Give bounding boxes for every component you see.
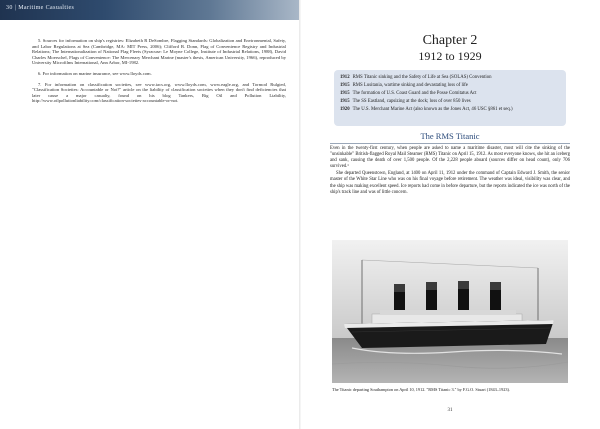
photo-caption: The Titanic departing Southampton on April 10, 1912. "RMS Titanic 3." by F.G.O. Stuart (1843–1923). [332, 387, 511, 392]
chapter-timeline-box [334, 70, 566, 126]
timeline-entry: 1912 RMS Titanic sinking and the Safety of Life at Sea (SOLAS) Convention [340, 75, 492, 80]
section-heading: The RMS Titanic [420, 131, 480, 141]
titanic-photo [332, 240, 568, 383]
left-page-endnotes [32, 38, 286, 109]
section-divider [330, 143, 570, 144]
titanic-ship-illustration [332, 240, 568, 383]
timeline-entry: 1915 The formation of U.S. Coast Guard and the Posse Comitatus Act [340, 91, 477, 96]
timeline-entry: 1915 The SS Eastland, capsizing at the dock; loss of over 850 lives [340, 99, 471, 104]
endnote-6: 6. For information on marine insurance, see www.lloyds.com. [38, 70, 152, 76]
body-paragraph: She departed Queenstown, England, at 1400 on April 11, 1912 under the command of Captain Edward J. Smith, the senior master of the White Star Line who was on his final voyage before retirement. The weather was ideal, visibility was clear, and the ship was making excellent speed. Ice reports had come in before departure, but the reports indicated the ice was north of the ship's track line and was of little concern. [330, 171, 570, 195]
endnote-7: 7. For information on classification societies, see www.iacs.org, www.lloyds.com, www.eagle.org, and Tormod Rulgied, "Classification Societies: Accountable or Not?" article on the liability of classification societies when they don't find deficiencies that later cause a major casualty, found on his blog Tankers, Big Oil and Pollution Liability, http://www.oilpollutionliability.com/classification-societies-accountable-or-not. [32, 81, 286, 104]
page-number: 31 [447, 408, 453, 413]
endnote-5: 5. Sources for information on ship's registries: Elizabeth R DeSombre, Flagging Standards: Globalization and Environmental, Safety, and Labor Regulations at Sea (Cambridge, MA: MIT Press, 2006); Clifford B. Donn, Flag of Convenience Registry and Industrial Relations; The Internationalization of National Flag Fleets (Syracuse: Le Moyne College, Institute of Industrial Relations, 1988), David Charles Moerschel, Flags of Convenience: The Mercenary Merchant Marine (master's thesis, American University, 1966), reproduced by University Microfilms International, Ann Arbor, MI-1982. [32, 38, 286, 66]
body-text [330, 146, 570, 197]
chapter-years: 1912 to 1929 [418, 49, 482, 63]
running-header-band [0, 0, 300, 20]
running-head: 30 | Maritime Casualties [6, 5, 75, 11]
timeline-entry: 1915 RMS Lusitania, wartime sinking and devastating loss of life [340, 83, 468, 88]
chapter-title: Chapter 2 [422, 33, 478, 48]
timeline-entry: 1920 The U.S. Merchant Marine Act (also known as the Jones Act, 46 USC §861 et seq.) [340, 107, 513, 112]
right-page [330, 0, 570, 429]
body-paragraph: Even in the twenty-first century, when people are asked to name a maritime disaster, most will cite the sinking of the "unsinkable" British-flagged Royal Mail Steamer (RMS) Titanic on April 15, 1912. As most everyone knows, she hit an iceberg and sank, causing the death of over 1,500 people. Of the 2,228 people aboard (sources differ on head count), only 706 survived.¹ [330, 146, 570, 170]
page-gutter [299, 0, 301, 429]
